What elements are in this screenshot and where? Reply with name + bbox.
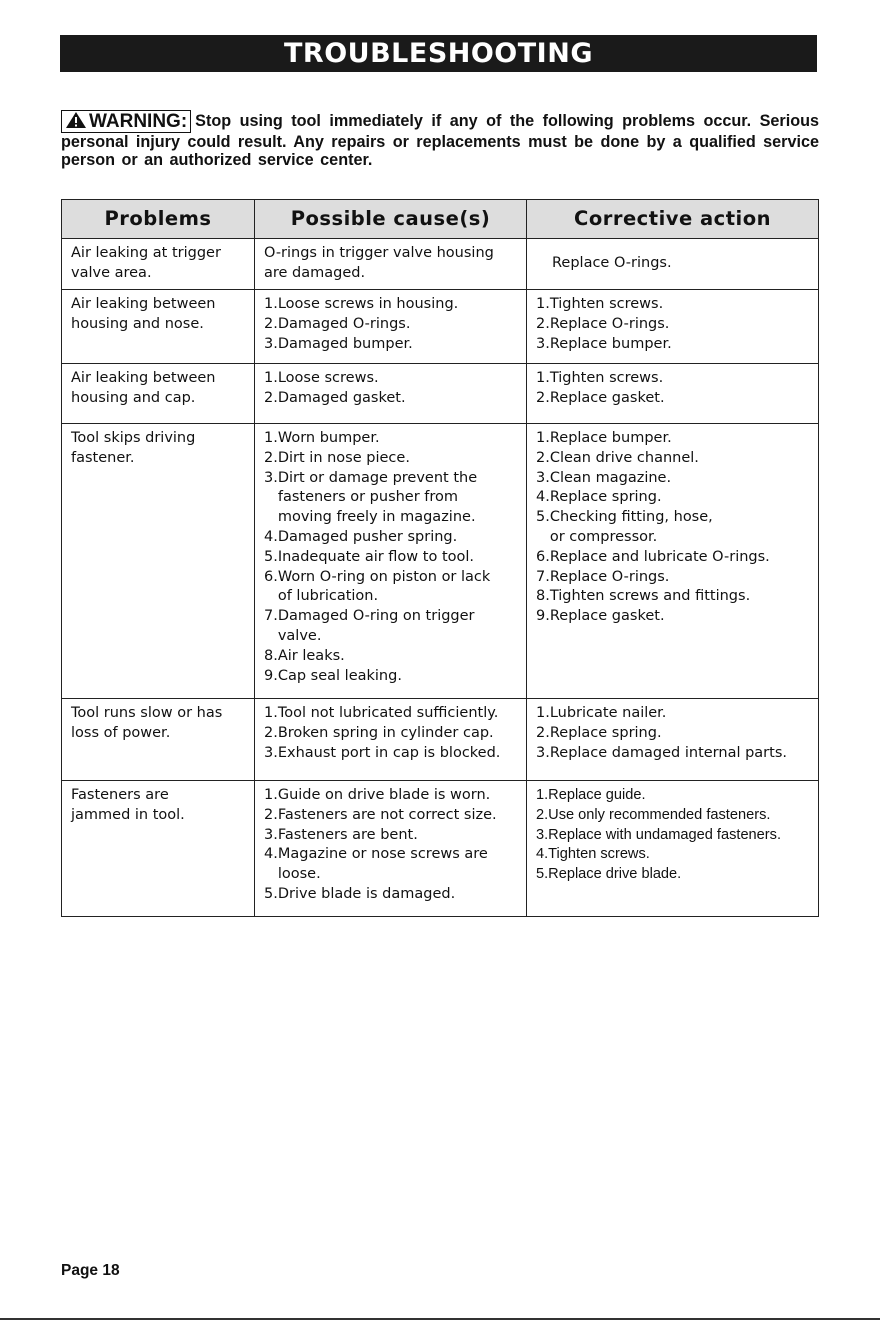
action-item [536, 744, 814, 764]
action-item [536, 315, 814, 335]
action-item [536, 704, 814, 724]
item-text: Tighten screws. [549, 370, 664, 386]
item-number: 2. [536, 449, 550, 466]
cause-cell [255, 239, 527, 290]
item-number: 1. [264, 430, 278, 446]
action-item [536, 806, 814, 826]
problem-cell [62, 699, 255, 781]
table-row [62, 424, 819, 699]
action-cell [527, 290, 819, 364]
item-number: 2. [264, 315, 278, 332]
item-text: Replace drive blade. [548, 866, 682, 883]
item-text: Replace damaged internal parts. [549, 744, 787, 761]
item-text: Guide on drive blade is worn. [277, 787, 491, 803]
item-number: 4. [264, 528, 278, 545]
cause-cell [255, 781, 527, 917]
item-number: 3. [536, 826, 549, 843]
cause-item [264, 469, 522, 528]
cause-item [264, 724, 522, 744]
item-number: 3. [536, 744, 550, 761]
item-text: Damaged O-ring on trigger valve. [277, 608, 475, 644]
cause-item [264, 568, 522, 608]
action-item [536, 488, 814, 508]
item-number: 3. [536, 469, 550, 486]
action-item [536, 568, 814, 588]
item-number: 2. [536, 389, 550, 406]
item-number: 4. [264, 846, 278, 863]
cause-item [264, 449, 522, 469]
warning-text: Stop using tool immediately if any of the following problems occur. Serious personal injury could result. Any repairs or replacements must be done by a qualified service person or an authorized service center. [61, 112, 819, 169]
item-number: 2. [264, 724, 278, 741]
cause-item [264, 369, 522, 389]
action-item [536, 508, 814, 548]
item-number: 1. [536, 370, 550, 386]
problem-text: Air leaking between housing and nose. [71, 296, 216, 332]
action-cell [527, 364, 819, 424]
item-text: Loose screws. [277, 370, 379, 386]
action-item [536, 724, 814, 744]
cause-item [264, 667, 522, 687]
table-row [62, 699, 819, 781]
action-item [536, 607, 814, 627]
item-number: 7. [264, 608, 278, 625]
item-text: Cap seal leaking. [277, 667, 402, 684]
cause-item [264, 607, 522, 647]
item-text: Replace bumper. [549, 335, 672, 352]
action-item [536, 826, 814, 846]
cause-cell [255, 364, 527, 424]
action-item [536, 786, 814, 806]
warning-badge [61, 110, 191, 133]
cause-item [264, 429, 522, 449]
item-number: 3. [264, 744, 278, 761]
problem-cell [62, 239, 255, 290]
item-text: Damaged bumper. [277, 335, 413, 352]
item-text: Replace O-rings. [549, 568, 670, 585]
item-text: Fasteners are bent. [277, 826, 418, 843]
cause-item [264, 335, 522, 355]
problem-text: Tool runs slow or has loss of power. [71, 705, 223, 741]
problem-text: Air leaking between housing and cap. [71, 370, 216, 406]
problem-cell [62, 290, 255, 364]
cause-text: O-rings in trigger valve housing are damaged. [264, 245, 494, 281]
item-number: 1. [264, 787, 278, 803]
item-number: 1. [264, 370, 278, 386]
item-number: 2. [264, 449, 278, 466]
table-row [62, 781, 819, 917]
item-text: Dirt or damage prevent the fasteners or pusher from moving freely in magazine. [277, 469, 478, 526]
action-item [536, 469, 814, 489]
item-text: Air leaks. [277, 647, 345, 664]
cause-item [264, 806, 522, 826]
item-text: Clean magazine. [549, 469, 672, 486]
item-number: 3. [264, 826, 278, 843]
item-text: Checking fitting, hose, or compressor. [549, 509, 713, 545]
warning-label: WARNING: [89, 111, 188, 132]
item-text: Exhaust port in cap is blocked. [277, 744, 501, 761]
item-text: Replace O-rings. [549, 315, 670, 332]
cause-item [264, 885, 522, 905]
item-number: 6. [536, 548, 550, 565]
cause-item [264, 647, 522, 667]
action-cell [527, 699, 819, 781]
item-text: Use only recommended fasteners. [548, 806, 771, 823]
cause-item [264, 528, 522, 548]
item-number: 9. [536, 608, 550, 625]
action-item [536, 548, 814, 568]
item-number: 5. [536, 509, 550, 526]
header-corrective-action: Corrective action [527, 200, 819, 239]
item-number: 7. [536, 568, 550, 585]
page-number: Page 18 [61, 1262, 120, 1279]
item-number: 2. [264, 389, 278, 406]
action-item [536, 335, 814, 355]
item-text: Replace bumper. [549, 430, 672, 446]
item-text: Lubricate nailer. [549, 705, 667, 721]
problem-cell [62, 424, 255, 699]
item-number: 3. [536, 335, 550, 352]
item-text: Dirt in nose piece. [277, 449, 410, 466]
item-number: 6. [264, 568, 278, 585]
cause-cell [255, 290, 527, 364]
item-number: 5. [536, 866, 549, 883]
item-text: Replace with undamaged fasteners. [548, 826, 782, 843]
problem-cell [62, 364, 255, 424]
cause-item [264, 389, 522, 409]
action-cell [527, 781, 819, 917]
item-text: Tighten screws and fittings. [549, 588, 751, 605]
cause-item [264, 295, 522, 315]
item-text: Worn bumper. [277, 430, 380, 446]
item-text: Tool not lubricated sufficiently. [277, 705, 499, 721]
action-item [536, 429, 814, 449]
warning-notice [61, 110, 819, 169]
item-text: Broken spring in cylinder cap. [277, 724, 494, 741]
item-number: 1. [264, 705, 278, 721]
item-text: Magazine or nose screws are loose. [277, 846, 488, 883]
header-possible-causes: Possible cause(s) [255, 200, 527, 239]
cause-item [264, 786, 522, 806]
table-row [62, 290, 819, 364]
item-text: Replace guide. [548, 787, 646, 803]
item-text: Replace and lubricate O-rings. [549, 548, 770, 565]
problem-text: Air leaking at trigger valve area. [71, 245, 221, 281]
cause-item [264, 826, 522, 846]
page-title: TROUBLESHOOTING [60, 35, 817, 72]
item-number: 2. [536, 806, 549, 823]
item-text: Damaged pusher spring. [277, 528, 458, 545]
table-row [62, 364, 819, 424]
action-item [536, 295, 814, 315]
item-number: 8. [536, 588, 550, 605]
item-text: Tighten screws. [548, 846, 650, 863]
item-number: 1. [536, 787, 549, 803]
header-problems: Problems [62, 200, 255, 239]
item-text: Replace spring. [549, 489, 662, 506]
action-cell [527, 239, 819, 290]
item-number: 4. [536, 846, 549, 863]
item-text: Fasteners are not correct size. [277, 806, 497, 823]
action-text: Replace O-rings. [552, 255, 672, 271]
cause-item [264, 704, 522, 724]
cause-item [264, 845, 522, 885]
problem-cell [62, 781, 255, 917]
action-item [536, 389, 814, 409]
action-item [536, 369, 814, 389]
item-number: 1. [536, 705, 550, 721]
item-number: 2. [264, 806, 278, 823]
cause-cell [255, 424, 527, 699]
bottom-rule [0, 1318, 880, 1320]
problem-text: Fasteners are jammed in tool. [71, 787, 185, 823]
cause-cell [255, 699, 527, 781]
item-number: 2. [536, 315, 550, 332]
item-number: 1. [536, 430, 550, 446]
item-text: Drive blade is damaged. [277, 885, 456, 902]
table-row [62, 239, 819, 290]
item-number: 4. [536, 489, 550, 506]
item-text: Damaged gasket. [277, 389, 406, 406]
item-text: Replace spring. [549, 724, 662, 741]
item-text: Worn O-ring on piston or lack of lubrication. [277, 568, 491, 605]
cause-item [264, 315, 522, 335]
action-item [536, 845, 814, 865]
item-number: 5. [264, 885, 278, 902]
cause-item [264, 744, 522, 764]
action-item [536, 587, 814, 607]
action-cell [527, 424, 819, 699]
item-number: 2. [536, 724, 550, 741]
item-number: 3. [264, 335, 278, 352]
cause-item [264, 548, 522, 568]
item-text: Clean drive channel. [549, 449, 699, 466]
warning-triangle-icon [65, 111, 87, 129]
troubleshooting-table [61, 199, 819, 917]
problem-text: Tool skips driving fastener. [71, 430, 196, 466]
item-number: 5. [264, 548, 278, 565]
item-text: Replace gasket. [549, 608, 665, 625]
item-text: Tighten screws. [549, 296, 664, 312]
item-number: 1. [536, 296, 550, 312]
action-item [536, 865, 814, 885]
item-number: 8. [264, 647, 278, 664]
item-text: Replace gasket. [549, 389, 665, 406]
item-text: Inadequate air flow to tool. [277, 548, 475, 565]
item-text: Loose screws in housing. [277, 296, 459, 312]
action-item [536, 449, 814, 469]
item-number: 9. [264, 667, 278, 684]
item-text: Damaged O-rings. [277, 315, 411, 332]
item-number: 3. [264, 469, 278, 486]
item-number: 1. [264, 296, 278, 312]
table-header-row [62, 200, 819, 239]
